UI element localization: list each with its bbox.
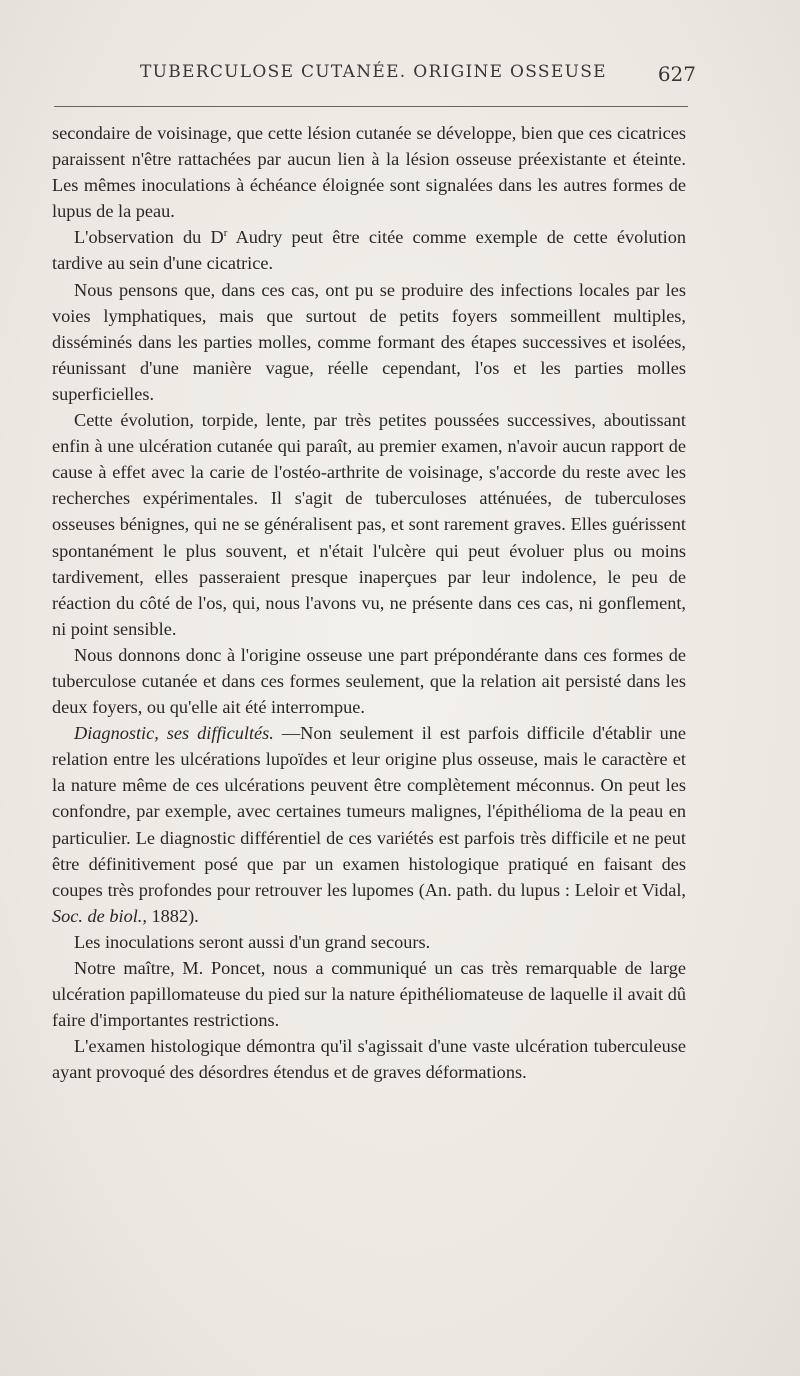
paragraph-5: Nous donnons donc à l'origine osseuse une part prépondérante dans ces formes de tuberculose cutanée et dans ces formes seulement, que la relation ait persisté dans les deux foyers, ou qu'elle ait été interrompue.	[52, 644, 686, 718]
paragraph-6-body: —Non seulement il est parfois difficile d'établir une relation entre les ulcérations lupoïdes et leur origine plus osseuse, mais le caractère et la nature même de ces ulcérations peuvent être complètement méconnus. On peut les confondre, par exemple, avec certaines tumeurs malignes, l'épithélioma de la peau en particulier. Le diagnostic différentiel de ces variétés est parfois très difficile et ne peut être définitivement posé que par un examen histologique pratiqué en faisant des coupes très profondes pour retrouver les lupomes (An. path. du lupus : Leloir et Vidal,	[52, 723, 687, 900]
section-heading-diagnostic: Diagnostic, ses difficultés.	[74, 723, 274, 744]
page-number: 627	[657, 62, 696, 86]
paragraph-6	[52, 720, 686, 929]
paragraph-9: L'examen histologique démontra qu'il s'agissait d'une vaste ulcération tuberculeuse ayant provoqué des désordres étendus et de graves déformations.	[52, 1036, 686, 1083]
doctor-abbrev-sup: r	[223, 227, 228, 240]
running-title: TUBERCULOSE CUTANÉE. ORIGINE OSSEUSE	[140, 62, 607, 82]
paragraph-3: Nous pensons que, dans ces cas, ont pu se produire des infections locales par les voies lymphatiques, mais que surtout de petits foyers sommeillent multiples, disséminés dans les parties molles, comme formant des étapes successives et isolées, réunissant d'une manière vague, réelle cependant, l'os et les parties molles superficielles.	[52, 279, 686, 404]
body-text	[52, 120, 686, 1085]
paragraph-2-start: L'observation du D	[74, 227, 224, 248]
paragraph-1: secondaire de voisinage, que cette lésion cutanée se développe, bien que ces cicatrices paraissent n'être rattachées par aucun lien à la lésion osseuse préexistante et éteinte. Les mêmes inoculations à échéance éloignée sont signalées dans les autres formes de lupus de la peau.	[52, 123, 686, 222]
paragraph-4: Cette évolution, torpide, lente, par très petites poussées successives, aboutissant enfin à une ulcération cutanée qui paraît, au premier examen, n'avoir aucun rapport de cause à effet avec la carie de l'ostéo-arthrite de voisinage, s'accorde du reste avec les recherches expérimentales. Il s'agit de tuberculoses atténuées, de tuberculoses osseuses bénignes, qui ne se généralisent pas, et sont rarement graves. Elles guérissent spontanément le plus souvent, et n'était l'ulcère qui peut évoluer plus ou moins tardivement, elles passeraient presque inaperçues par leur indolence, le peu de réaction du côté de l'os, qui, nous l'avons vu, ne présente dans ces cas, ni gonflement, ni point sensible.	[52, 410, 686, 639]
paragraph-6-tail: 1882).	[146, 905, 199, 926]
paragraph-7: Les inoculations seront aussi d'un grand secours.	[74, 931, 431, 952]
paragraph-2-end: Audry peut être citée comme exemple de cette évolution tardive au sein d'une cicatrice.	[52, 227, 686, 274]
paragraph-8: Notre maître, M. Poncet, nous a communiqué un cas très remarquable de large ulcération papillomateuse du pied sur la nature épithéliomateuse de laquelle il avait dû faire d'importantes restrictions.	[52, 958, 686, 1031]
journal-reference: Soc. de biol.,	[52, 905, 147, 926]
header-rule	[54, 106, 688, 107]
paragraph-2	[52, 224, 686, 276]
